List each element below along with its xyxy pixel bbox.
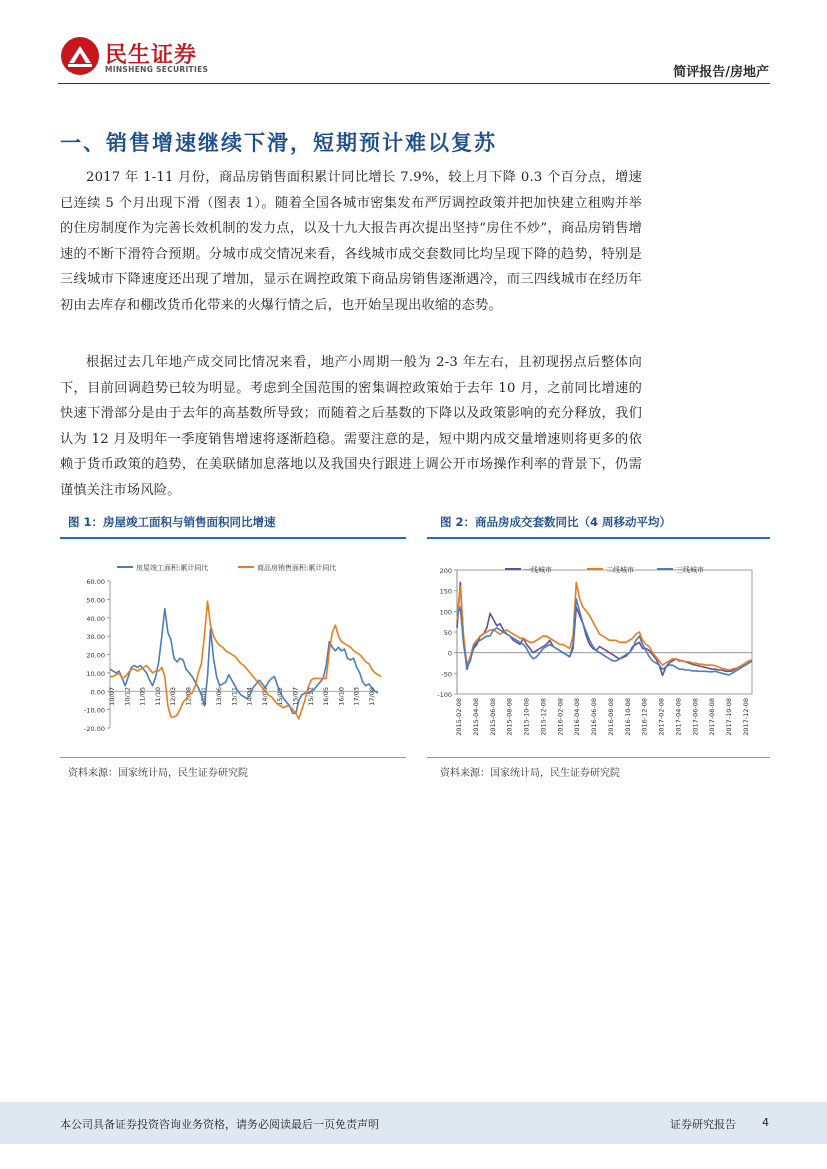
chart2-x-tick-label: 2015-12-08 <box>539 698 548 736</box>
chart2-y-tick-label: 150 <box>439 587 452 596</box>
footer-label: 证券研究报告 <box>670 1118 736 1131</box>
chart2-x-tick-label: 2016-12-08 <box>640 698 649 736</box>
chart2-x-tick-label: 2017-04-08 <box>674 698 683 736</box>
section-title: 一、销售增速继续下滑，短期预计难以复苏 <box>60 131 497 155</box>
figure-1-top-rule <box>60 537 406 539</box>
chart1-y-tick-label: -10.00 <box>84 706 105 715</box>
chart1-x-tick-label: 13/01 <box>199 687 208 706</box>
chart1-x-tick-label: 14/09 <box>260 687 269 706</box>
page-number: 4 <box>762 1116 769 1129</box>
chart1-x-tick-label: 12/03 <box>169 687 178 706</box>
chart1-y-tick-label: 50.00 <box>86 596 105 605</box>
chart1-x-tick-label: 15/12 <box>306 687 315 706</box>
figure-1-chart <box>60 547 406 752</box>
chart1-x-tick-label: 14/04 <box>245 687 254 706</box>
chart1-x-tick-label: 12/08 <box>184 687 193 706</box>
chart1-legend-label-1: 房屋竣工面积:累计同比 <box>136 564 209 572</box>
chart1-y-tick-label: 30.00 <box>86 633 105 642</box>
figure-1-source: 资料来源：国家统计局，民生证券研究院 <box>68 768 248 779</box>
figure-2-bottom-rule <box>427 757 770 758</box>
figure-2-chart <box>427 547 770 752</box>
chart1-x-tick-label: 10/07 <box>108 687 116 706</box>
chart2-x-tick-label: 2016-02-08 <box>556 698 565 736</box>
chart1-legend-label-2: 商品房销售面积:累计同比 <box>257 564 337 572</box>
chart2-x-tick-label: 2015-06-08 <box>488 698 497 736</box>
chart2-y-tick-label: 200 <box>439 567 452 575</box>
chart2-x-tick-label: 2017-06-08 <box>691 698 700 736</box>
page-footer <box>0 1102 827 1144</box>
figure-2-top-rule <box>427 537 770 539</box>
paragraph-1: 2017 年 1-11 月份，商品房销售面积累计同比增长 7.9%，较上月下降 0.3 个百分点，增速已连续 5 个月出现下滑（图表 1）。随着全国各城市密集发布严厉调控政策并把加快建立租购并举的住房制度作为完善长效机制的发力点，以及十九大报告再次提出坚持“房住不炒”，商品房销售增速的不断下滑符合预期。分城市成交情况来看，各线城市成交套数同比均呈现下降的趋势，特别是三线城市下降速度还出现了增加，显示在调控政策下商品房销售逐渐遇冷，而三四线城市在经历年初由去库存和棚改货币化带来的火爆行情之后，也开始呈现出收缩的态势。 <box>60 170 642 313</box>
chart2-x-tick-label: 2015-04-08 <box>471 698 480 736</box>
chart2-y-tick-label: 100 <box>439 608 452 617</box>
chart1-x-tick-label: 11/05 <box>138 687 147 706</box>
chart1-y-tick-label: 60.00 <box>86 578 105 586</box>
chart2-y-tick-label: -100 <box>437 691 452 699</box>
chart1-x-tick-label: 17/08 <box>368 687 376 706</box>
chart2-x-tick-label: 2017-10-08 <box>725 698 734 736</box>
chart1-y-tick-label: 0.00 <box>90 688 105 697</box>
chart2-legend-label-3: 三线城市 <box>676 566 704 574</box>
chart2-x-tick-label: 2016-06-08 <box>590 698 599 736</box>
footer-disclaimer: 本公司具备证券投资咨询业务资格，请务必阅读最后一页免责声明 <box>60 1118 379 1131</box>
chart1-y-tick-label: 40.00 <box>86 614 105 623</box>
chart2-x-tick-label: 2017-02-08 <box>657 698 666 736</box>
chart2-x-tick-label: 2017-12-08 <box>742 698 750 736</box>
chart2-y-tick-label: -50 <box>441 670 452 679</box>
chart2-x-tick-label: 2015-08-08 <box>505 698 514 736</box>
chart1-y-tick-label: -20.00 <box>84 725 105 733</box>
chart1-x-tick-label: 16/05 <box>322 687 331 706</box>
logo-chinese-name: 民生证券 <box>105 43 198 68</box>
chart1-x-tick-label: 17/03 <box>352 687 361 706</box>
report-type: 简评报告/房地产 <box>673 65 769 80</box>
chart2-x-tick-label: 2015-02-08 <box>455 698 463 736</box>
chart2-x-tick-label: 2016-10-08 <box>623 698 632 736</box>
figure-2-title: 图 2：商品房成交套数同比（4 周移动平均） <box>440 515 672 529</box>
chart2-series-line-1 <box>457 582 752 675</box>
chart1-y-tick-label: 10.00 <box>86 669 105 678</box>
chart2-legend-label-1: 一线城市 <box>524 566 552 574</box>
page-header <box>0 0 827 84</box>
figure-1-title: 图 1：房屋竣工面积与销售面积同比增速 <box>68 515 276 529</box>
chart1-x-tick-label: 13/11 <box>230 687 239 706</box>
chart1-x-tick-label: 16/10 <box>337 687 346 706</box>
logo-english-name: MINSHENG SECURITIES <box>105 65 209 74</box>
paragraph-2: 根据过去几年地产成交同比情况来看，地产小周期一般为 2-3 年左右，且初现拐点后整体向下，目前回调趋势已较为明显。考虑到全国范围的密集调控政策始于去年 10 月，之前同比增速的快速下滑部分是由于去年的高基数所导致；而随着之后基数的下降以及政策影响的充分释放，我们认为 12 月及明年一季度销售增速将逐渐趋稳。需要注意的是，短中期内成交量增速则将更多的依赖于货币政策的趋势，在美联储加息落地以及我国央行跟进上调公开市场操作利率的背景下，仍需谨慎关注市场风险。 <box>60 355 642 498</box>
chart1-y-tick-label: 20.00 <box>86 651 105 660</box>
figure-2-source: 资料来源：国家统计局，民生证券研究院 <box>440 768 620 779</box>
minsheng-logo-icon <box>60 36 100 76</box>
chart2-x-tick-label: 2017-08-08 <box>708 698 717 736</box>
header-divider <box>58 83 770 84</box>
figure-1-bottom-rule <box>60 757 406 758</box>
chart2-legend-label-2: 二线城市 <box>606 566 634 574</box>
chart1-x-tick-label: 15/02 <box>276 687 285 706</box>
chart2-x-tick-label: 2016-04-08 <box>573 698 582 736</box>
minsheng-logo <box>60 36 240 80</box>
chart2-x-tick-label: 2015-10-08 <box>522 698 531 736</box>
chart2-plot-frame <box>457 570 752 694</box>
chart1-x-tick-label: 10/12 <box>123 687 132 706</box>
chart1-x-tick-label: 11/10 <box>153 687 162 706</box>
chart1-x-tick-label: 13/06 <box>215 687 224 706</box>
chart2-x-tick-label: 2016-08-08 <box>606 698 615 736</box>
chart2-y-tick-label: 50 <box>443 629 452 637</box>
chart1-x-tick-label: 15/07 <box>291 687 300 706</box>
chart2-y-tick-label: 0 <box>447 649 452 658</box>
